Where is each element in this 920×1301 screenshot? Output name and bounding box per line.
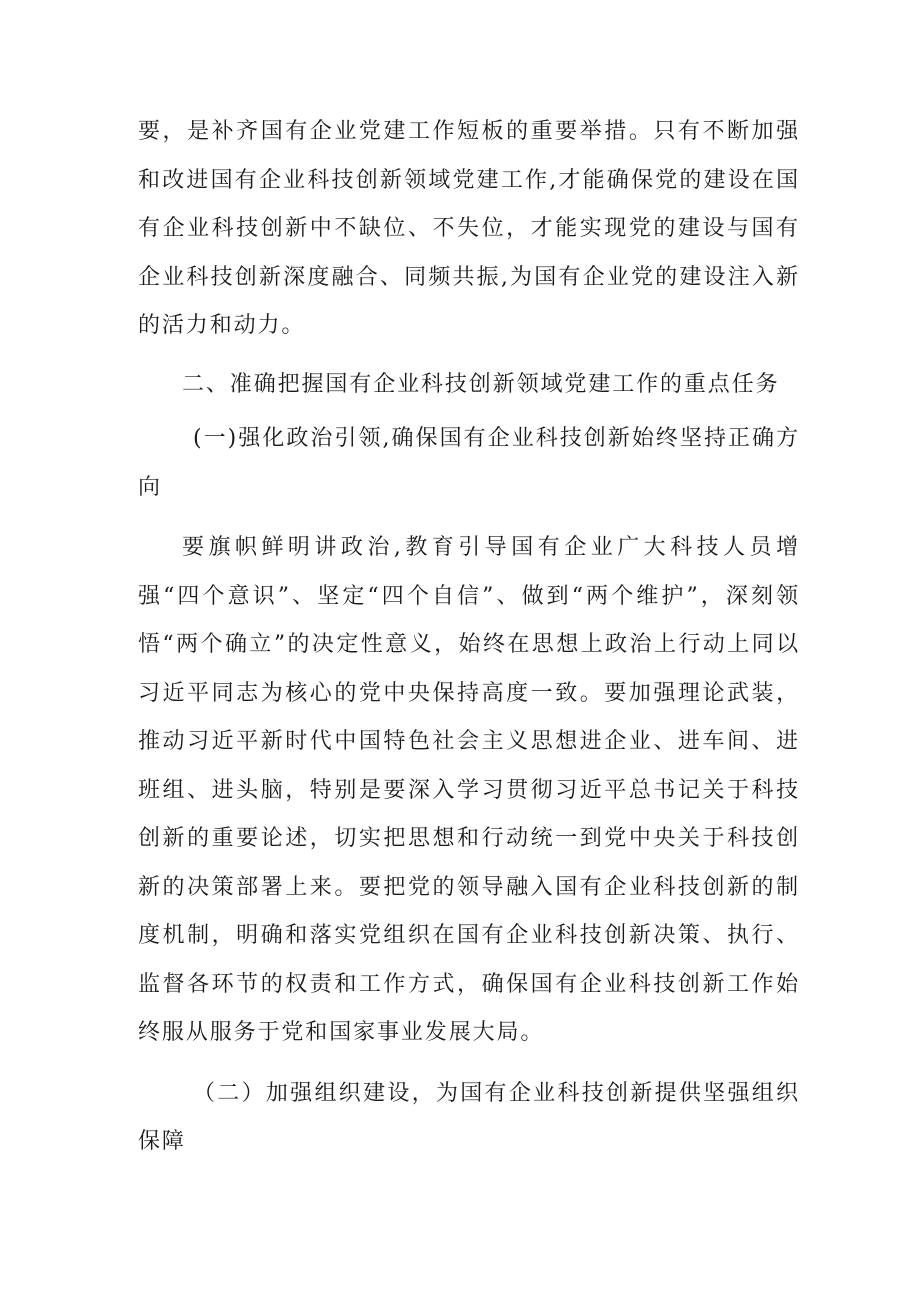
subsection-heading-2: （二）加强组织建设，为国有企业科技创新提供坚强组织保障 (138, 1080, 800, 1154)
section-heading-2: 二、准确把握国有企业科技创新领域党建工作的重点任务 (182, 371, 780, 397)
document-body (138, 108, 800, 1167)
paragraph-body: 要旗帜鲜明讲政治,教育引导国有企业广大科技人员增强“四个意识”、坚定“四个自信”、做到“两个维护”，深刻领悟“两个确立”的决定性意义，始终在思想上政治上行动上同以习近平同志为核心的党中央保持高度一致。要加强理论武装，推动习近平新时代中国特色社会主义思想进企业、进车间、进班组、进头脑，特别是要深入学习贯彻习近平总书记关于科技创新的重要论述，切实把思想和行动统一到党中央关于科技创新的决策部署上来。要把党的领导融入国有企业科技创新的制度机制，明确和落实党组织在国有企业科技创新决策、执行、监督各环节的权责和工作方式，确保国有企业科技创新工作始终服从服务于党和国家事业发展大局。 (138, 535, 800, 1045)
paragraph-continuation: 要，是补齐国有企业党建工作短板的重要举措。只有不断加强和改进国有企业科技创新领域党建工作,才能确保党的建设在国有企业科技创新中不缺位、不失位，才能实现党的建设与国有企业科技创新深度融合、同频共振,为国有企业党的建设注入新的活力和动力。 (138, 119, 800, 338)
subsection-heading-1: (一)强化政治引领,确保国有企业科技创新始终坚持正确方向 (138, 426, 800, 500)
